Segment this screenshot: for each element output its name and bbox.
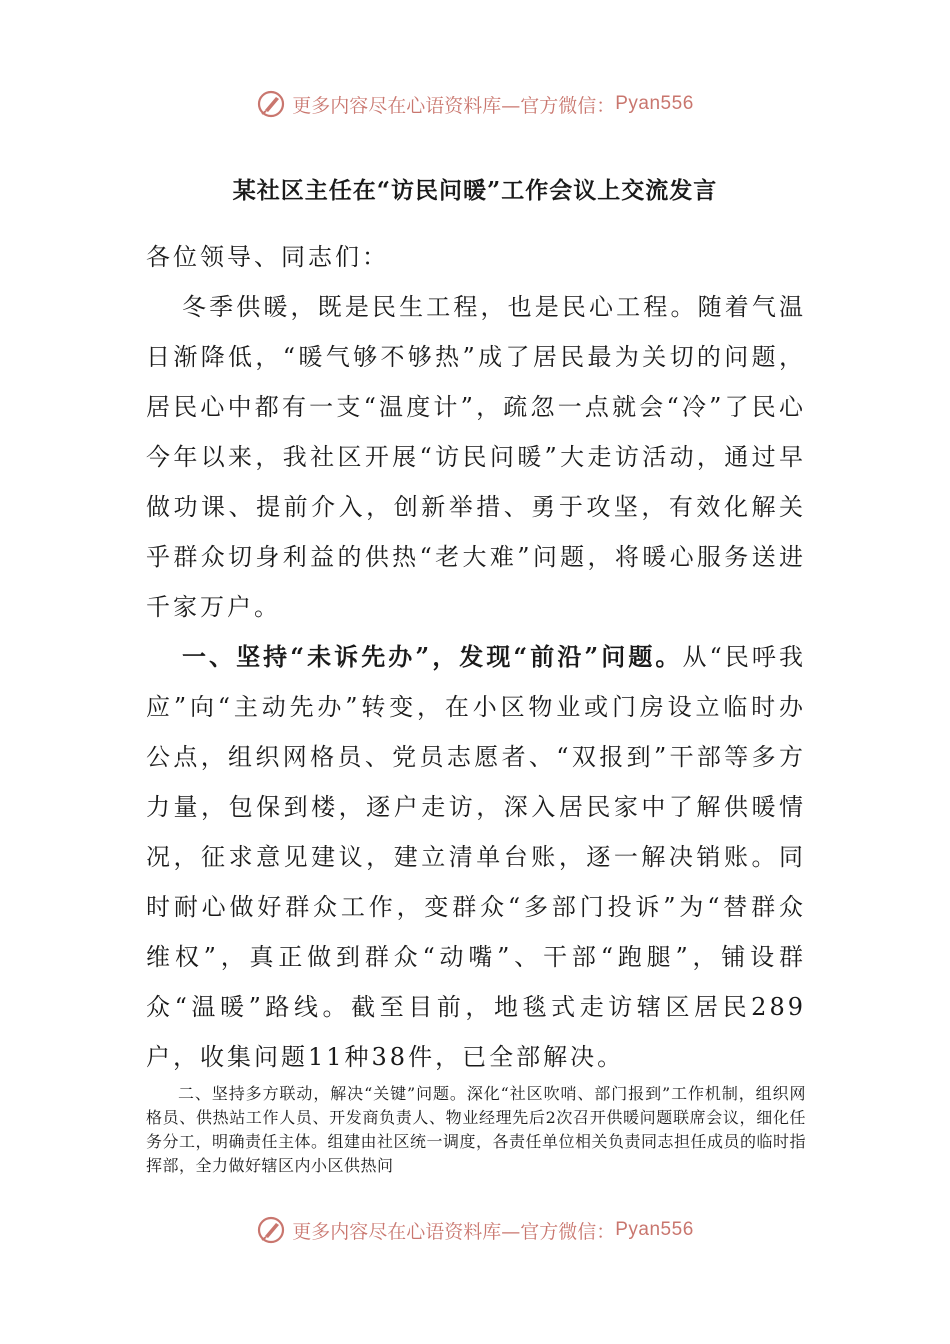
watermark-text: 更多内容尽在心语资料库—官方微信： [292, 94, 616, 117]
section-1-heading: 一、坚持“未诉先办”，发现“前沿”问题。 [182, 642, 683, 671]
watermark-text: 更多内容尽在心语资料库—官方微信： [292, 1220, 616, 1243]
pen-logo-icon [256, 89, 286, 119]
document-title: 某社区主任在“访民问暖”工作会议上交流发言 [232, 177, 718, 204]
watermark-handle: Pyan556 [615, 93, 694, 114]
paragraph-section-1 [146, 632, 806, 1082]
watermark-handle: Pyan556 [615, 1219, 694, 1240]
pen-logo-icon [256, 1215, 286, 1245]
salutation: 各位领导、同志们： [146, 243, 389, 271]
header-watermark [0, 84, 950, 124]
section-1-body: 从“民呼我应”向“主动先办”转变，在小区物业或门房设立临时办公点，组织网格员、党员志愿者、“双报到”干部等多方力量，包保到楼，逐户走访，深入居民家中了解供暖情况，征求意见建议，建立清单台账，逐一解决销账。同时耐心做好群众工作，变群众“多部门投诉”为“替群众维权”，真正做到群众“动嘴”、干部“跑腿”，铺设群众“温暖”路线。截至目前，地毯式走访辖区居民289户，收集问题11种38件，已全部解决。 [146, 643, 806, 1071]
paragraph-section-2: 二、坚持多方联动，解决“关键”问题。深化“社区吹哨、部门报到”工作机制，组织网格员、供热站工作人员、开发商负责人、物业经理先后2次召开供暖问题联席会议，细化任务分工，明确责任主体。组建由社区统一调度，各责任单位相关负责同志担任成员的临时指挥部，全力做好辖区内小区供热问 [146, 1084, 807, 1175]
footer-watermark [0, 1210, 950, 1250]
paragraph-intro: 冬季供暖，既是民生工程，也是民心工程。随着气温日渐降低，“暖气够不够热”成了居民最为关切的问题，居民心中都有一支“温度计”，疏忽一点就会“冷”了民心今年以来，我社区开展“访民问暖”大走访活动，通过早做功课、提前介入，创新举措、勇于攻坚，有效化解关乎群众切身利益的供热“老大难”问题，将暖心服务送进千家万户。 [146, 293, 806, 621]
